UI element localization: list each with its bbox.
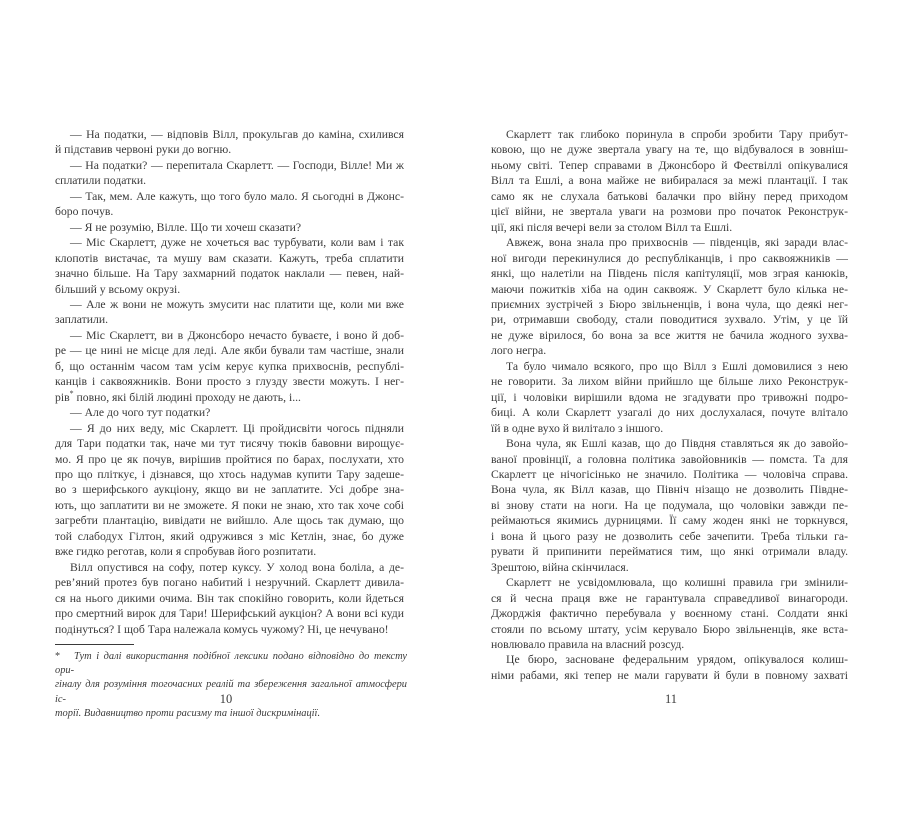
text-line: Вона чула, як Ешлі казав, що до Півдня ставляться як до завойо-	[506, 437, 848, 451]
text-line: — На податки? — перепитала Скарлетт. — Господи, Вілле! Ми ж	[70, 158, 404, 172]
text-line: боро почув.	[55, 205, 114, 219]
footnote-line: Тут і далі використання подібної лексики подано відповідно до тексту ори-	[55, 651, 407, 677]
text-line: — Я до них веду, міс Скарлетт. Ці пройдисвіти чогось підняли	[70, 421, 404, 435]
text-line: цієї війни, не звертала уваги на розмови про початок Реконструк-	[491, 205, 848, 219]
paragraph	[491, 235, 848, 359]
text-line: б, що останнім часом там усім керує купка прихвоснів, республі-	[55, 359, 404, 373]
text-line: — Так, мем. Але кажуть, що того було мало. Я сьогодні в Джонс-	[70, 189, 404, 203]
text-line: і вона й цього разу не дозволить себе зачепити. Треба тільки га-	[491, 529, 848, 543]
paragraph	[491, 359, 848, 436]
text-line: їй в одне вухо й вилітало з іншого.	[491, 421, 664, 435]
text-line: — Але до чого тут податки?	[70, 406, 211, 420]
paragraph	[55, 189, 404, 220]
text-line: вже гидко реготав, коли я спробував його розпитати.	[55, 545, 317, 559]
text-line: ції, які після вечері вели за столом Вілл та Ешлі.	[491, 220, 733, 234]
footnote-divider	[55, 644, 134, 645]
text-line: Зрештою, війна скінчилася.	[491, 560, 629, 574]
text-line: лого негра.	[491, 344, 547, 358]
footnote-line: торії. Видавництво проти расизму та іншої дискримінації.	[55, 707, 321, 719]
text-line: не дуже вірилося, бо вона за все життя не бачила жодного зухва-	[491, 328, 848, 342]
text-line: мо. Я про це як почув, вирішив пройтися по барах, послухати, хто	[55, 452, 404, 466]
text-line: янкі, що налетіли на Південь після капітуляції, мов зграя канюків,	[491, 267, 848, 281]
page-left-text	[55, 127, 404, 637]
text-line: Джорджія фактично перебувала у воєнному стані. Солдати янкі	[491, 607, 848, 621]
text-line: Скарлетт не усвідомлювала, що колишні правила гри змінили-	[506, 576, 848, 590]
page-number-right: 11	[664, 692, 678, 706]
text-line: ві знову стати на ноги. На це подумала, що чоловіки завжди пе-	[491, 498, 848, 512]
text-line: той слабодух Гілтон, який одружився з міс Кетлін, знає, бо дуже	[55, 529, 404, 543]
text-line: більший у всьому окрузі.	[55, 282, 181, 296]
footnote	[55, 650, 407, 721]
text-line: ри, отримавши свободу, стали поводитися зухвало. Утім, у це їй	[491, 313, 848, 327]
page-right-text	[491, 127, 848, 683]
footnote-reference: *	[69, 388, 74, 398]
text-line: — Але ж вони не можуть змусити нас платити ще, коли ми вже	[70, 297, 404, 311]
text-line: маючи пожитків хіба на один саквояж. У Скарлетт було кілька не-	[491, 282, 848, 296]
paragraph	[55, 560, 404, 637]
text-line: реймаються якимись дурницями. Її саму жоден янкі не торкнувся,	[491, 514, 848, 528]
text-line: ної вигоди перекинулися до республіканців, і про саквояжників —	[491, 251, 848, 265]
paragraph	[491, 575, 848, 652]
text-line: рев’яний протез був погано набитий і незручний. Скарлетт дивила-	[55, 576, 404, 590]
text-line: загребти плантацію, вивідати не вийшло. Але щось так думаю, що	[55, 514, 404, 528]
text-line: ся й чесна праця вже не гарантувала справедливої винагороди.	[491, 591, 848, 605]
text-line: значно більше. На Тару захмарний податок наклали — певен, най-	[55, 267, 404, 281]
text-line: канців і саквояжників. Вони просто з глузду звести можуть. І нег-	[55, 375, 404, 389]
text-line: німи рабами, які тепер не мали гарувати й були в повному захваті	[491, 668, 848, 682]
text-line: новлювало правила на власний розсуд.	[491, 637, 685, 651]
text-line: Вілл опустився на софу, потер куксу. У холод вона боліла, а де-	[70, 560, 404, 574]
text-line: Скарлетт так глибоко поринула в спроби зробити Тару прибут-	[506, 128, 848, 141]
paragraph	[55, 297, 404, 328]
text-line: ють, що заплатити ви не зможете. Я поки не знаю, хто так хоче собі	[55, 498, 404, 512]
paragraph	[55, 328, 404, 405]
text-line: не говорити. За лихом війни прийшло ще більше лихо Реконструк-	[491, 375, 848, 389]
text-line: рів* повно, які білій людині проходу не дають, і...	[55, 388, 301, 404]
text-line: Та було чимало всякого, про що Вілл з Ешлі домовилися з нею	[506, 359, 848, 373]
text-line: подінуться? І щоб Тара належала комусь чужому? Ні, це нечувано!	[55, 622, 389, 636]
text-line: ковою, що не дуже звертала увагу на те, що відбувалося в зовніш-	[491, 143, 848, 157]
footnote-marker: *	[55, 651, 61, 662]
text-line: биці. А коли Скарлетт узагалі до них дослухалася, почуте влітало	[491, 406, 848, 420]
text-line: про смертний вирок для Тари! Шерифський аукціон? А вони всі куди	[55, 607, 404, 621]
text-line: приємних зустрічей з Бюро звільненців, і вона чула, що деякі нег-	[491, 297, 848, 311]
text-line: рувати й припинити перейматися тим, що янкі отримали владу.	[491, 545, 848, 559]
text-line: — Я не розумію, Вілле. Що ти хочеш сказати?	[70, 220, 302, 234]
text-line: сплатили податки.	[55, 174, 147, 188]
paragraph	[491, 436, 848, 575]
text-line: стояли по всьому штату, усім керувало Бюро звільненців, яке вста-	[491, 622, 848, 636]
paragraph	[55, 235, 404, 297]
text-line: — Міс Скарлетт, ви в Джонсборо нечасто буваєте, і воно й доб-	[70, 328, 404, 342]
text-line: Це бюро, засноване федеральним урядом, опікувалося колиш-	[506, 653, 848, 667]
text-line: Вона чула, як Вілл казав, що Північ нізащо не дозволить Півдне-	[491, 483, 848, 497]
text-line: для Тари податки так, наче ми тут тисячу тюків бавовни вирощує-	[55, 437, 404, 451]
text-line: — Міс Скарлетт, дуже не хочеться вас турбувати, коли вам і так	[70, 236, 404, 250]
text-line: само як не слухала батькові балачки про війну перед приходом	[491, 189, 848, 203]
text-line: во з шерифського аукціону, якщо ви не заплатите. Усі добре зна-	[55, 483, 404, 497]
text-line: Скарлетт це нічогісінько не значило. Політика — чоловіча справа.	[491, 467, 848, 481]
text-line: заплатили.	[55, 313, 108, 327]
page-number-left: 10	[219, 692, 233, 706]
text-line: ся на нього дикими очима. Він так спокійно говорить, коли йдеться	[55, 591, 404, 605]
paragraph	[491, 127, 848, 235]
text-line: — На податки, — відповів Вілл, прокульгав до каміна, схилився	[70, 128, 404, 141]
footnote-line: гіналу для розуміння тогочасних реалій та збереження загальної атмосфери іс-	[55, 679, 407, 705]
paragraph	[55, 158, 404, 189]
text-line: й підставив червоні руки до вогню.	[55, 143, 232, 157]
text-line: ньому світі. Тепер справами в Джонсборо й Феєтвіллі опікувалися	[491, 158, 848, 172]
text-line: ре — це нині не місце для леді. Але якби бували там частіше, знали	[55, 344, 404, 358]
text-line: про що пліткує, і дізнався, що хтось надумав купити Тару задеше-	[55, 467, 404, 481]
paragraph	[55, 220, 404, 235]
paragraph	[55, 127, 404, 158]
paragraph	[55, 405, 404, 420]
text-line: клопотів вистачає, та мушу вам сказати. Кажуть, треба сплатити	[55, 251, 404, 265]
paragraph	[55, 421, 404, 560]
paragraph	[491, 652, 848, 683]
text-line: Вілл та Ешлі, а вона майже не вибиралася за межі плантації. І так	[491, 174, 848, 188]
text-line: ваної провінції, а головна політика завойовників — помста. Та для	[491, 452, 848, 466]
text-line: Авжеж, вона знала про прихвоснів — південців, які заради влас-	[506, 236, 848, 250]
text-line: ції, і чоловіки вирішили вдома не згадувати про тривожні подро-	[491, 390, 848, 404]
